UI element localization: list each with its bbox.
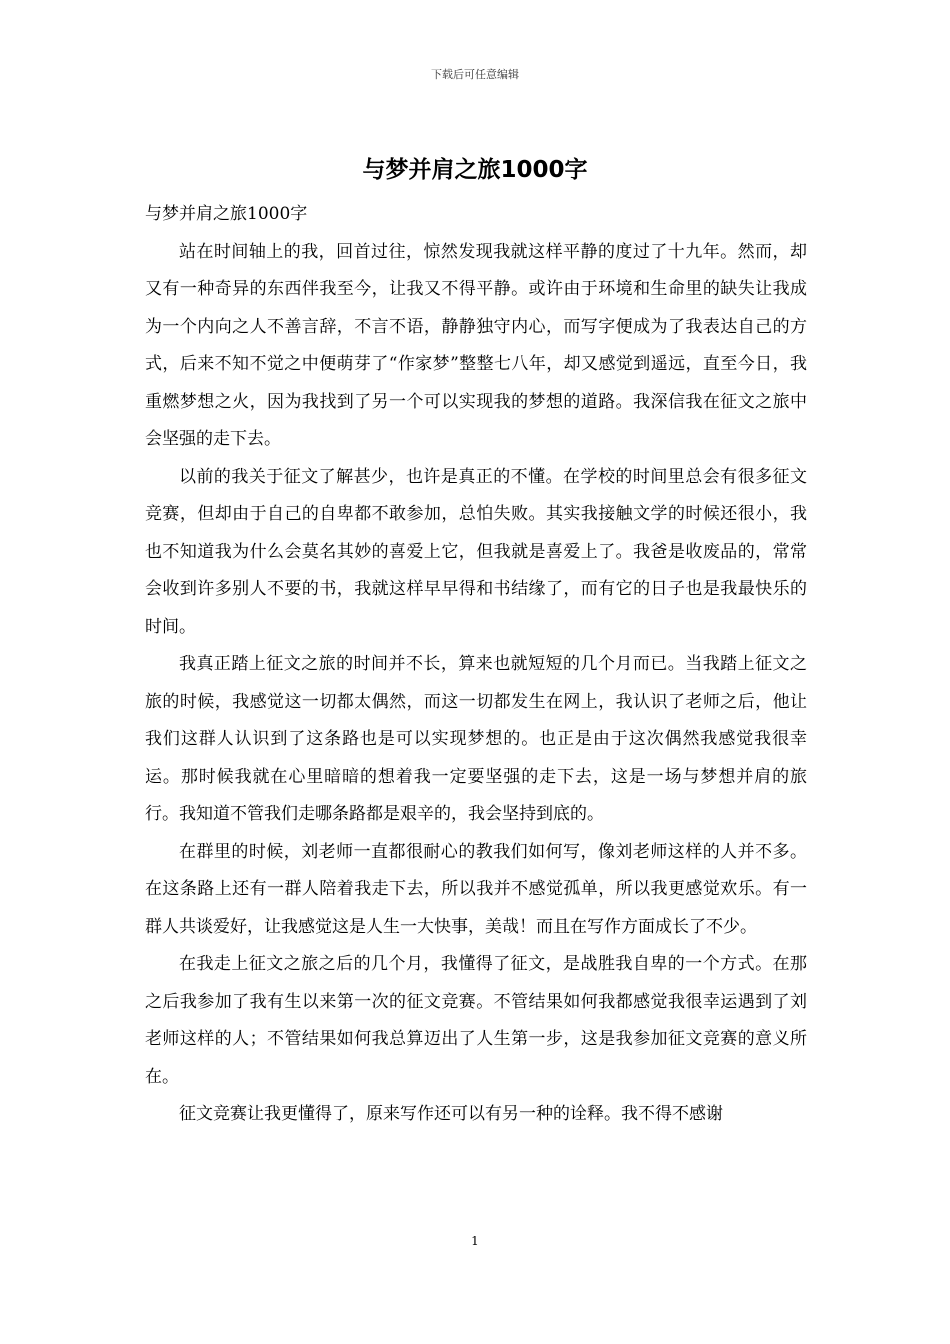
document-subtitle: 与梦并肩之旅1000字 (145, 204, 308, 224)
document-title: 与梦并肩之旅1000字 (362, 157, 588, 183)
paragraph: 在我走上征文之旅之后的几个月，我懂得了征文，是战胜我自卑的一个方式。在那之后我参加了我有生以来第一次的征文竞赛。不管结果如何我都感觉我很幸运遇到了刘老师这样的人；不管结果如何我总算迈出了人生第一步，这是我参加征文竞赛的意义所在。 (145, 954, 807, 1087)
paragraph: 以前的我关于征文了解甚少，也许是真正的不懂。在学校的时间里总会有很多征文竞赛，但却由于自己的自卑都不敢参加，总怕失败。其实我接触文学的时候还很小，我也不知道我为什么会莫名其妙的喜爱上它，但我就是喜爱上了。我爸是收废品的，常常会收到许多别人不要的书，我就这样早早得和书结缘了，而有它的日子也是我最快乐的时间。 (145, 466, 807, 637)
paragraph: 我真正踏上征文之旅的时间并不长，算来也就短短的几个月而已。当我踏上征文之旅的时候，我感觉这一切都太偶然，而这一切都发生在网上，我认识了老师之后，他让我们这群人认识到了这条路也是可以实现梦想的。也正是由于这次偶然我感觉我很幸运。那时候我就在心里暗暗的想着我一定要坚强的走下去，这是一场与梦想并肩的旅行。我知道不管我们走哪条路都是艰辛的，我会坚持到底的。 (145, 654, 807, 824)
paragraph: 在群里的时候，刘老师一直都很耐心的教我们如何写，像刘老师这样的人并不多。在这条路上还有一群人陪着我走下去，所以我并不感觉孤单，所以我更感觉欢乐。有一群人共谈爱好，让我感觉这是人生一大快事，美哉！而且在写作方面成长了不少。 (145, 841, 807, 937)
document-body (145, 196, 807, 1134)
paragraph: 站在时间轴上的我，回首过往，惊然发现我就这样平静的度过了十九年。然而，却又有一种奇异的东西伴我至今，让我又不得平静。或许由于环境和生命里的缺失让我成为一个内向之人不善言辞，不言不语，静静独守内心，而写字便成为了我表达自己的方式，后来不知不觉之中便萌芽了“作家梦”整整七八年，却又感觉到遥远，直至今日，我重燃梦想之火，因为我找到了另一个可以实现我的梦想的道路。我深信我在征文之旅中会坚强的走下去。 (145, 241, 807, 449)
page-number: 1 (471, 1234, 479, 1248)
paragraph: 征文竞赛让我更懂得了，原来写作还可以有另一种的诠释。我不得不感谢 (179, 1104, 723, 1124)
header-note: 下载后可任意编辑 (431, 68, 519, 81)
